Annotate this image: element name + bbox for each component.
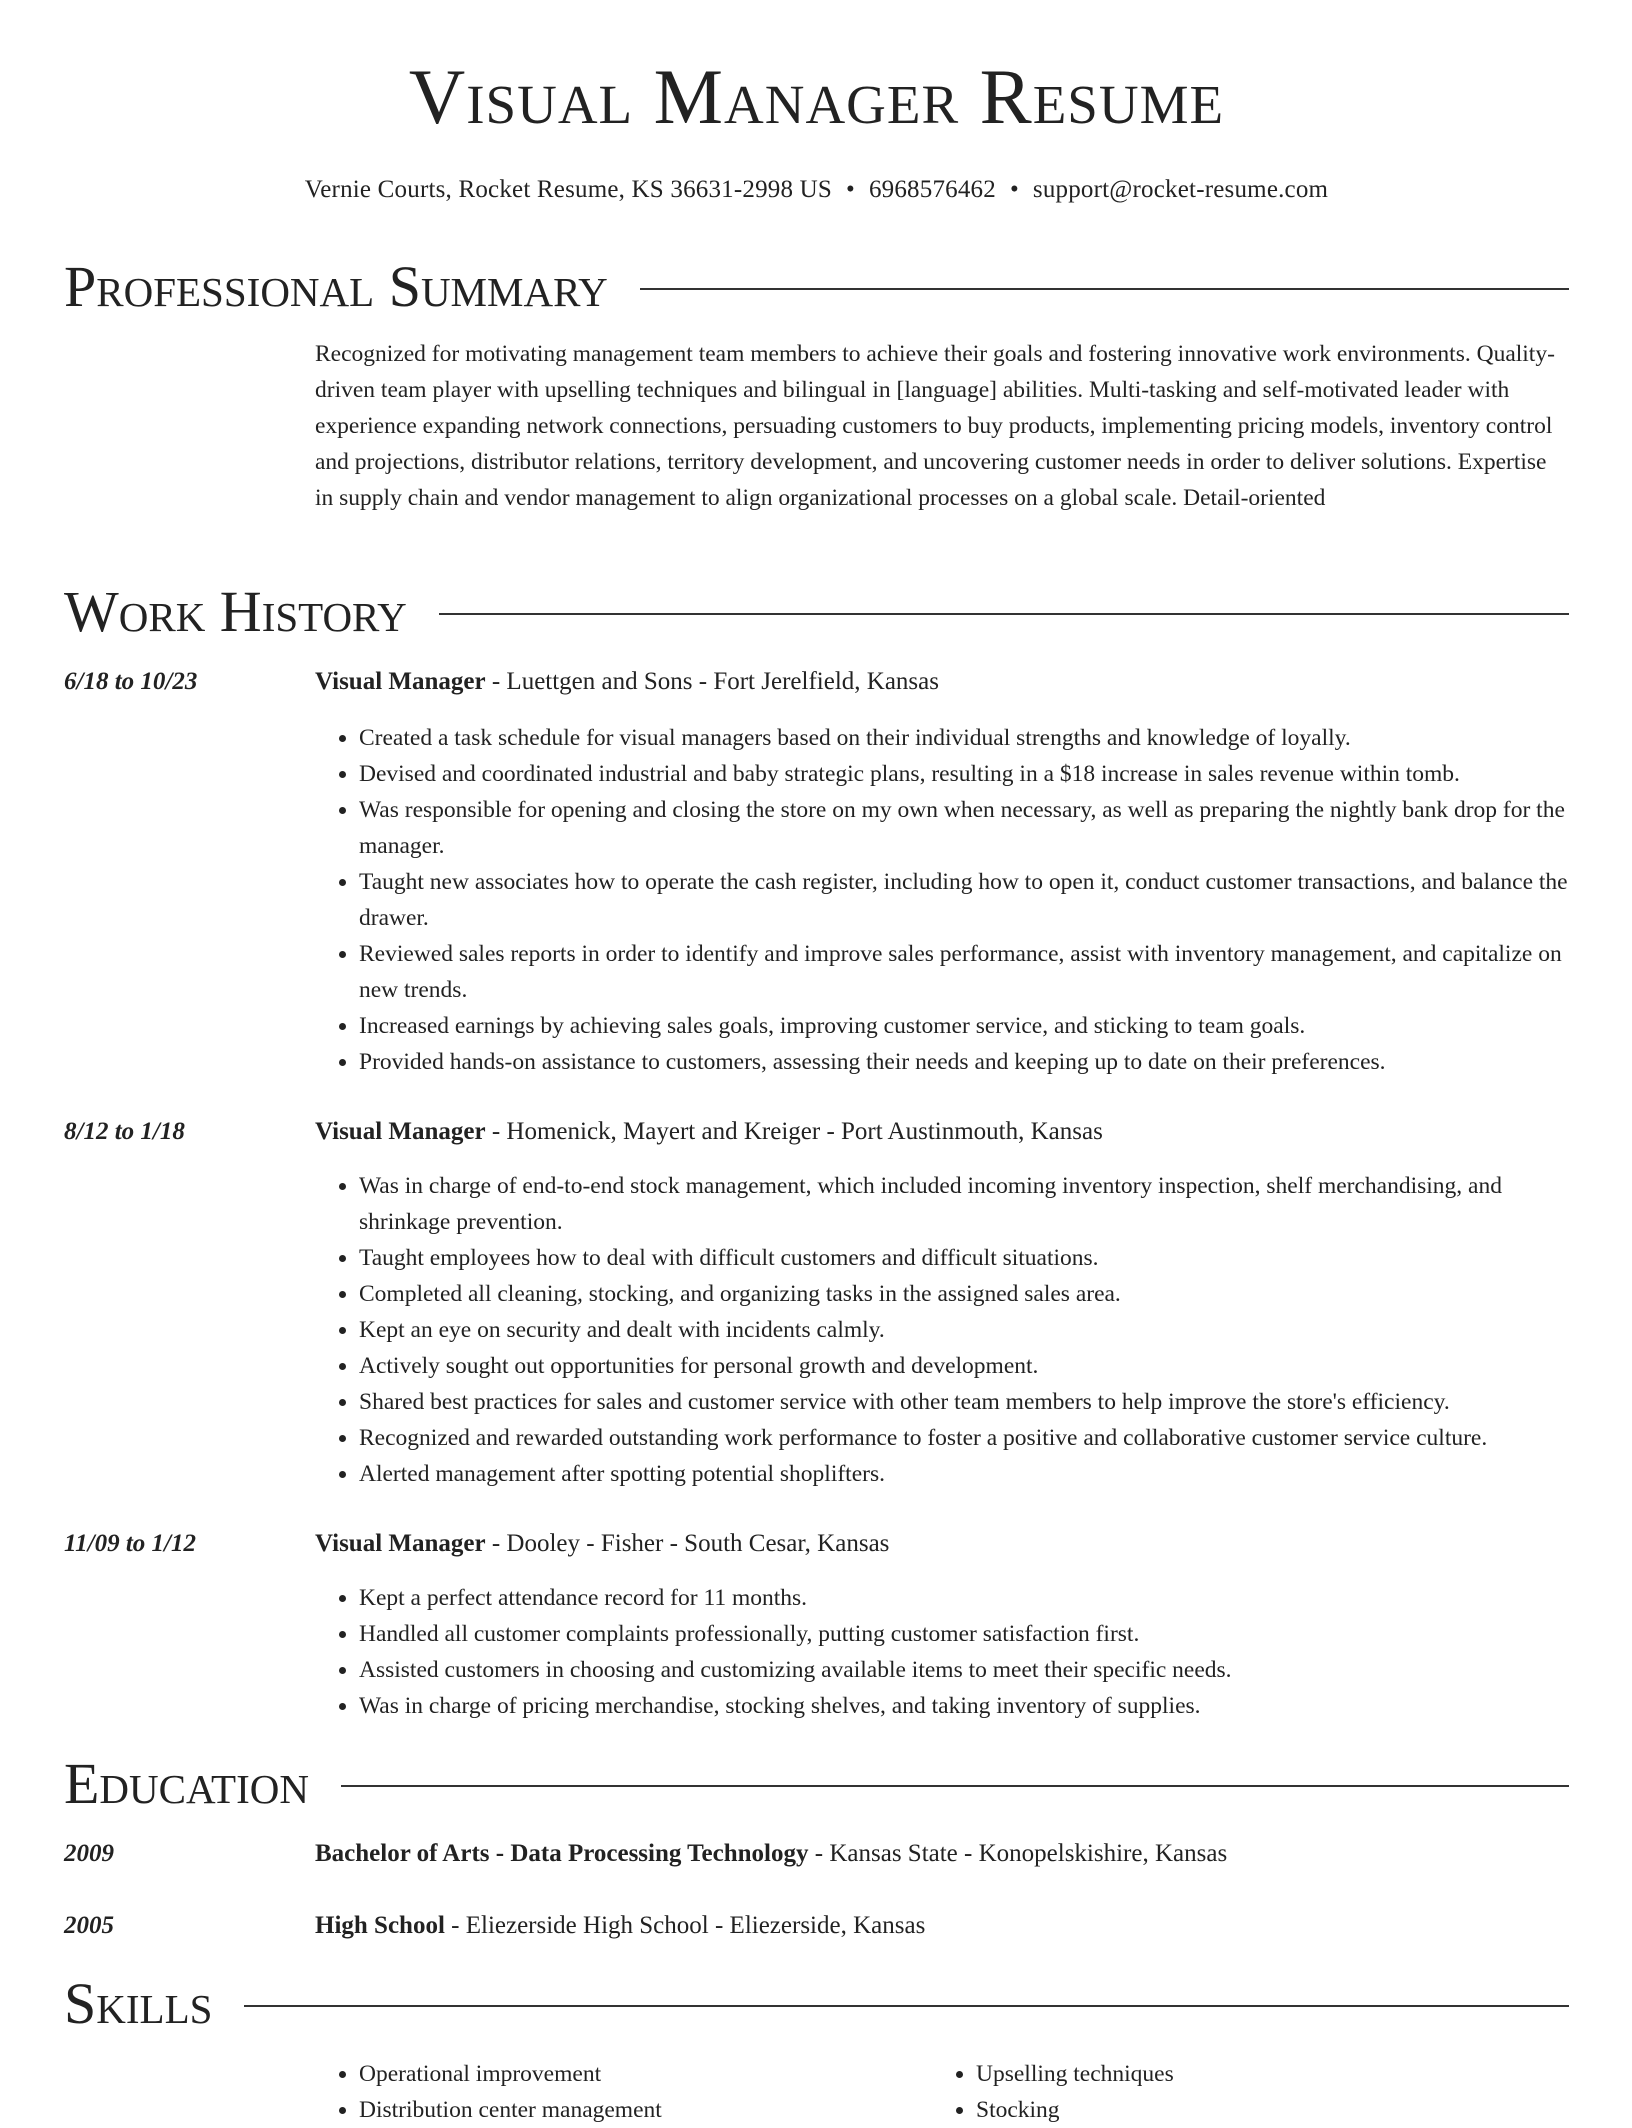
skill-item: • Operational improvement (359, 2056, 915, 2092)
job-heading (315, 1530, 1569, 1558)
skill-item: • Upselling techniques (976, 2056, 1532, 2092)
job-heading (315, 668, 1569, 696)
job-bullet: • Kept an eye on security and dealt with incidents calmly. (359, 1312, 1569, 1348)
contact-phone: 6968576462 (868, 176, 996, 203)
job-details: - Homenick, Mayert and Kreiger - Port Austinmouth, Kansas (485, 1118, 1103, 1145)
job-bullet: • Kept a perfect attendance record for 11 months. (359, 1580, 1569, 1616)
section-title-education: Education (64, 1751, 309, 1816)
education-degree: Bachelor of Arts - Data Processing Technology (315, 1840, 809, 1867)
job-bullet: • Taught employees how to deal with difficult customers and difficult situations. (359, 1240, 1569, 1276)
skills-list-left (315, 2056, 915, 2128)
skills-list-right (932, 2056, 1532, 2128)
job-bullets (315, 720, 1569, 1080)
job-title: Visual Manager (315, 1530, 486, 1557)
section-header-work (64, 579, 1569, 644)
resume-title: Visual Manager Resume (408, 53, 1225, 140)
job-bullet: • Completed all cleaning, stocking, and organizing tasks in the assigned sales area. (359, 1276, 1569, 1312)
education-degree: High School (315, 1912, 445, 1939)
job-bullet: • Was responsible for opening and closing the store on my own when necessary, as well as preparing the nightly bank drop for the manager. (359, 792, 1569, 864)
education-year: 2005 (64, 1912, 114, 1939)
job-bullet: • Increased earnings by achieving sales goals, improving customer service, and sticking to team goals. (359, 1008, 1569, 1044)
job-bullet: • Created a task schedule for visual managers based on their individual strengths and knowledge of loyally. (359, 720, 1569, 756)
education-details: - Kansas State - Konopelskishire, Kansas (808, 1840, 1228, 1867)
job-dates: 6/18 to 10/23 (64, 668, 198, 695)
education-year: 2009 (64, 1840, 114, 1867)
job-title: Visual Manager (315, 1118, 486, 1145)
job-details: - Dooley - Fisher - South Cesar, Kansas (485, 1530, 890, 1557)
education-heading (315, 1912, 1569, 1940)
job-details: - Luettgen and Sons - Fort Jerelfield, Kansas (485, 668, 939, 695)
section-header-skills (64, 1971, 1569, 2036)
education-heading (315, 1840, 1569, 1868)
job-bullet: • Shared best practices for sales and customer service with other team members to help improve the store's efficiency. (359, 1384, 1569, 1420)
education-details: - Eliezerside High School - Eliezerside, Kansas (444, 1912, 926, 1939)
job-bullet: • Taught new associates how to operate the cash register, including how to open it, conduct customer transactions, and balance the drawer. (359, 864, 1569, 936)
section-divider (341, 1785, 1569, 1787)
section-divider (640, 288, 1569, 290)
job-bullets (315, 1168, 1569, 1492)
job-bullet: • Was in charge of end-to-end stock management, which included incoming inventory inspection, shelf merchandising, and shrinkage prevention. (359, 1168, 1569, 1240)
job-title: Visual Manager (315, 668, 486, 695)
job-dates: 8/12 to 1/18 (64, 1118, 185, 1145)
section-title-skills: Skills (64, 1971, 213, 2036)
section-divider (439, 613, 1569, 615)
job-bullet: • Actively sought out opportunities for personal growth and development. (359, 1348, 1569, 1384)
job-bullet: • Recognized and rewarded outstanding work performance to foster a positive and collaborative customer service culture. (359, 1420, 1569, 1456)
job-dates: 11/09 to 1/12 (64, 1530, 196, 1557)
section-header-education (64, 1751, 1569, 1816)
job-bullet: • Reviewed sales reports in order to identify and improve sales performance, assist with inventory management, and capitalize on new trends. (359, 936, 1569, 1008)
job-bullet: • Was in charge of pricing merchandise, stocking shelves, and taking inventory of supplies. (359, 1688, 1569, 1724)
skill-item: • Distribution center management (359, 2092, 915, 2128)
section-title-summary: Professional Summary (64, 254, 608, 319)
contact-separator: • (1009, 176, 1019, 203)
section-title-work: Work History (64, 579, 407, 644)
job-bullet: • Devised and coordinated industrial and baby strategic plans, resulting in a $18 increase in sales revenue within tomb. (359, 756, 1569, 792)
contact-email: support@rocket-resume.com (1032, 176, 1329, 203)
contact-line (64, 176, 1569, 204)
section-header-summary (64, 254, 1569, 319)
contact-separator: • (846, 176, 855, 203)
job-heading (315, 1118, 1569, 1146)
section-divider (244, 2005, 1569, 2007)
summary-text: Recognized for motivating management team members to achieve their goals and fostering innovative work environments. Quality-driven team player with upselling techniques and bilingual in [language] abilities. Multi-tasking and self-motivated leader with experience expanding network connections, persuading customers to buy products, implementing pricing models, inventory control and projections, distributor relations, territory development, and uncovering customer needs in order to deliver solutions. Expertise in supply chain and vendor management to align organizational processes on a global scale. Detail-oriented (315, 341, 1555, 511)
job-bullet: • Handled all customer complaints professionally, putting customer satisfaction first. (359, 1616, 1569, 1652)
job-bullet: • Provided hands-on assistance to customers, assessing their needs and keeping up to date on their preferences. (359, 1044, 1569, 1080)
job-bullet: • Alerted management after spotting potential shoplifters. (359, 1456, 1569, 1492)
skill-item: • Stocking (976, 2092, 1532, 2128)
job-bullets (315, 1580, 1569, 1724)
contact-address: Vernie Courts, Rocket Resume, KS 36631-2998 US (304, 176, 832, 203)
job-bullet: • Assisted customers in choosing and customizing available items to meet their specific needs. (359, 1652, 1569, 1688)
